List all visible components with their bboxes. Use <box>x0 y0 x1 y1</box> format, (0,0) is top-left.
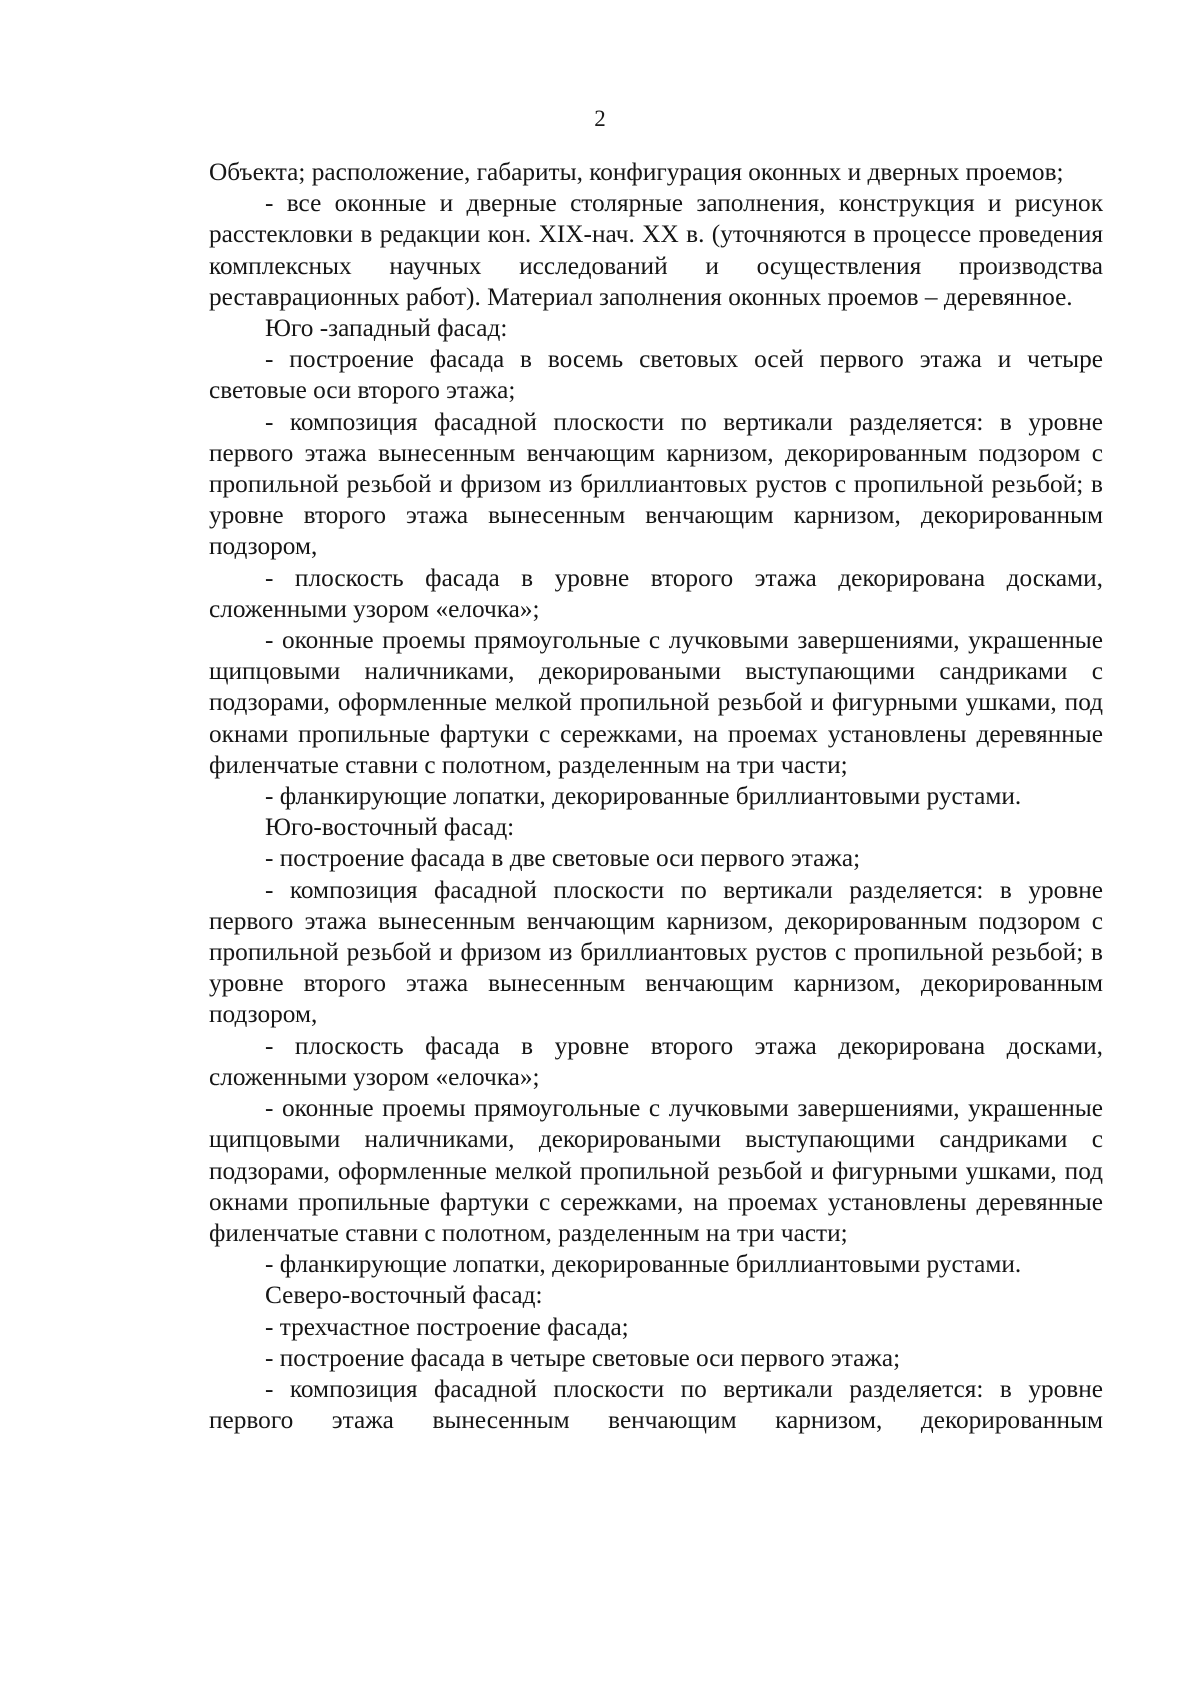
page-number: 2 <box>594 106 606 131</box>
paragraph-11: - композиция фасадной плоскости по вертикали разделяется: в уровне первого этажа вынесенным венчающим карнизом, декорированным подзором с пропильной резьбой и фризом из бриллиантовых рустов с пропильной резьбой; в уровне второго этажа вынесенным венчающим карнизом, декорированным подзором, <box>209 875 1103 1029</box>
paragraph-2: - все оконные и дверные столярные заполнения, конструкция и рисунок расстекловки в редакции кон. XIX-нач. XX в. (уточняются в процессе проведения комплексных научных исследований и осуществления производства реставрационных работ). Материал заполнения оконных проемов – деревянное. <box>209 189 1103 311</box>
section-heading-southwest-facade: Юго -западный фасад: <box>265 314 508 343</box>
paragraph-13: - оконные проемы прямоугольные с лучковыми завершениями, украшенные щипцовыми наличниками, декорироваными выступающими сандриками с подзорами, оформленные мелкой пропильной резьбой и фигурными ушками, под окнами пропильные фартуки с сережками, на проемах установлены деревянные филенчатые ставни с полотном, разделенным на три части; <box>209 1094 1103 1247</box>
paragraph-1: Объекта; расположение, габариты, конфигурация оконных и дверных проемов; <box>209 158 1064 186</box>
paragraph-14: - фланкирующие лопатки, декорированные бриллиантовыми рустами. <box>265 1250 1022 1279</box>
paragraph-16: - трехчастное построение фасада; <box>265 1312 629 1341</box>
paragraph-10: - построение фасада в две световые оси первого этажа; <box>265 844 861 873</box>
paragraph-7: - оконные проемы прямоугольные с лучковыми завершениями, украшенные щипцовыми наличниками, декорироваными выступающими сандриками с подзорами, оформленные мелкой пропильной резьбой и фигурными ушками, под окнами пропильные фартуки с сережками, на проемах установлены деревянные филенчатые ставни с полотном, разделенным на три части; <box>209 626 1103 779</box>
paragraph-8: - фланкирующие лопатки, декорированные бриллиантовыми рустами. <box>265 782 1022 811</box>
paragraph-6: - плоскость фасада в уровне второго этажа декорирована досками, сложенными узором «елочка»; <box>209 563 1103 623</box>
section-heading-northeast-facade: Северо-восточный фасад: <box>265 1281 543 1310</box>
paragraph-18: - композиция фасадной плоскости по вертикали разделяется: в уровне первого этажа вынесенным венчающим карнизом, декорированным <box>209 1374 1103 1435</box>
paragraph-12: - плоскость фасада в уровне второго этажа декорирована досками, сложенными узором «елочка»; <box>209 1031 1103 1091</box>
section-heading-southeast-facade: Юго-восточный фасад: <box>265 813 515 842</box>
document-body <box>209 157 1103 1436</box>
paragraph-5: - композиция фасадной плоскости по вертикали разделяется: в уровне первого этажа вынесенным венчающим карнизом, декорированным подзором с пропильной резьбой и фризом из бриллиантовых рустов с пропильной резьбой; в уровне второго этажа вынесенным венчающим карнизом, декорированным подзором, <box>209 407 1103 561</box>
paragraph-4: - построение фасада в восемь световых осей первого этажа и четыре световые оси второго этажа; <box>209 345 1103 405</box>
paragraph-17: - построение фасада в четыре световые оси первого этажа; <box>265 1343 901 1372</box>
